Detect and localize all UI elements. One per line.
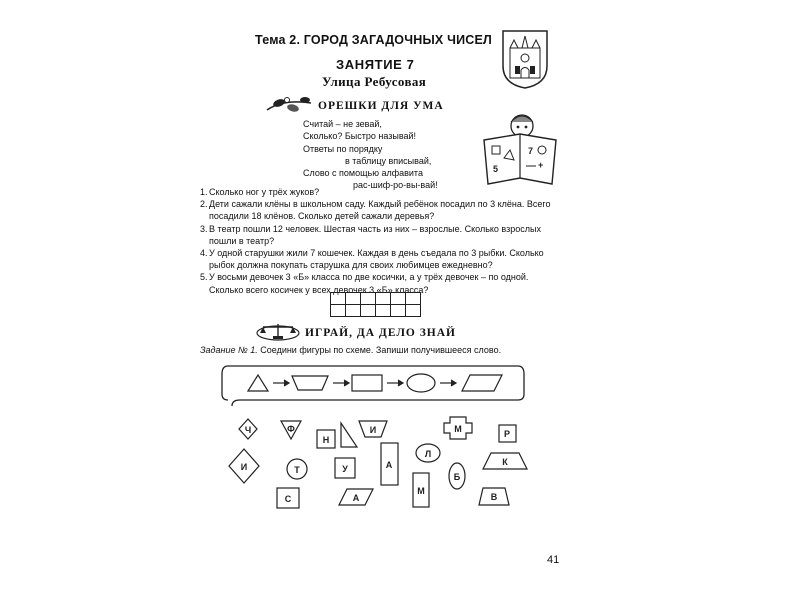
scheme-parallelogram — [462, 375, 502, 391]
figure-letter[interactable] — [229, 449, 259, 483]
answer-grid[interactable] — [330, 292, 422, 318]
svg-text:М: М — [454, 424, 462, 434]
svg-text:А: А — [385, 460, 393, 470]
figure-letter[interactable] — [335, 458, 355, 478]
svg-text:+: + — [538, 160, 544, 170]
figure-letter[interactable] — [317, 430, 335, 448]
svg-text:И: И — [240, 462, 248, 472]
figure-letter[interactable] — [339, 489, 373, 505]
figure-letter[interactable] — [287, 459, 307, 479]
figure-letter[interactable] — [479, 488, 509, 505]
poem-line: Ответы по порядку — [303, 143, 383, 154]
svg-text:У: У — [342, 464, 348, 474]
svg-text:И: И — [369, 425, 377, 435]
question-item: 1. Сколько ног у трёх жуков? — [200, 187, 320, 197]
scheme-rectangle — [352, 375, 382, 391]
figure-letter[interactable] — [499, 425, 516, 442]
letter-figures — [215, 405, 535, 515]
question-item: 3. В театр пошли 12 человек. Шестая часть из них – взрослые. Сколько взрослых пошли в театр? — [200, 223, 541, 246]
poem — [303, 118, 438, 192]
page-number: 41 — [547, 554, 560, 566]
svg-text:Ф: Ф — [287, 424, 295, 434]
figure-letter[interactable] — [359, 421, 387, 437]
svg-text:Р: Р — [503, 429, 511, 439]
scheme-trapezoid — [292, 376, 328, 390]
svg-text:А: А — [352, 493, 360, 503]
scheme-oval — [407, 374, 435, 392]
nut-branch-icon — [265, 95, 315, 115]
svg-text:В: В — [490, 492, 498, 502]
figure-letter[interactable] — [239, 419, 257, 439]
task-text: Соедини фигуры по схеме. Запиши получившееся слово. — [260, 345, 502, 355]
svg-text:Т: Т — [294, 465, 300, 475]
svg-text:Б: Б — [453, 472, 461, 482]
lesson-title: ЗАНЯТИЕ 7 — [336, 57, 415, 72]
task-instruction — [200, 345, 501, 355]
figure-letter[interactable] — [444, 417, 472, 439]
reading-boy-illustration — [478, 110, 560, 188]
svg-text:5: 5 — [493, 164, 499, 174]
poem-line: в таблицу вписывай, — [345, 155, 432, 166]
figure-triangle[interactable] — [341, 423, 357, 447]
questions-list — [200, 186, 560, 296]
figure-letter[interactable] — [416, 444, 440, 462]
svg-text:Ч: Ч — [244, 425, 252, 435]
poem-line: рас-шиф-ро-вы-вай! — [353, 180, 438, 191]
section-title-play: ИГРАЙ, ДА ДЕЛО ЗНАЙ — [305, 327, 456, 339]
figure-letter[interactable] — [277, 488, 299, 508]
question-item: 2. Дети сажали клёны в школьном саду. Каждый ребёнок посадил по 3 клёна. Всего посадили 18 клёнов. Сколько детей сажали деревья? — [200, 199, 551, 222]
svg-text:М: М — [417, 486, 425, 496]
lesson-subtitle: Улица Ребусовая — [322, 74, 427, 89]
poem-line: Считай – не зевай, — [303, 119, 382, 129]
poem-line: Слово с помощью алфавита — [303, 168, 423, 179]
section-title-brain-nuts: ОРЕШКИ ДЛЯ УМА — [318, 100, 444, 112]
castle-crest-illustration — [500, 28, 550, 90]
svg-text:С: С — [284, 494, 292, 504]
scheme-triangle — [248, 375, 268, 391]
figure-letter[interactable] — [483, 453, 527, 469]
figure-scheme — [218, 362, 528, 410]
svg-text:К: К — [502, 457, 508, 467]
svg-text:Л: Л — [424, 449, 432, 459]
figure-letter[interactable] — [413, 473, 429, 507]
svg-text:7: 7 — [528, 146, 534, 156]
task-label: Задание № 1. — [200, 345, 258, 355]
question-item: 4. У одной старушки жили 7 кошечек. Каждая в день съедала по 3 рыбки. Сколько рыбок должна покупать старушка для своих любимцев ежедневно? — [200, 248, 544, 271]
svg-text:Н: Н — [322, 435, 330, 445]
topic-title: Тема 2. ГОРОД ЗАГАДОЧНЫХ ЧИСЕЛ — [255, 33, 492, 47]
poem-line: Сколько? Быстро называй! — [303, 131, 417, 142]
figure-letter[interactable] — [449, 463, 465, 489]
scales-icon — [255, 321, 301, 341]
figure-letter[interactable] — [381, 443, 398, 485]
question-item: 5. У восьми девочек 3 «Б» класса по две косички, а у трёх девочек – по одной. Сколько всего косичек у всех девочек 3 «Б» класса? — [200, 272, 529, 295]
figure-letter[interactable] — [281, 421, 301, 439]
